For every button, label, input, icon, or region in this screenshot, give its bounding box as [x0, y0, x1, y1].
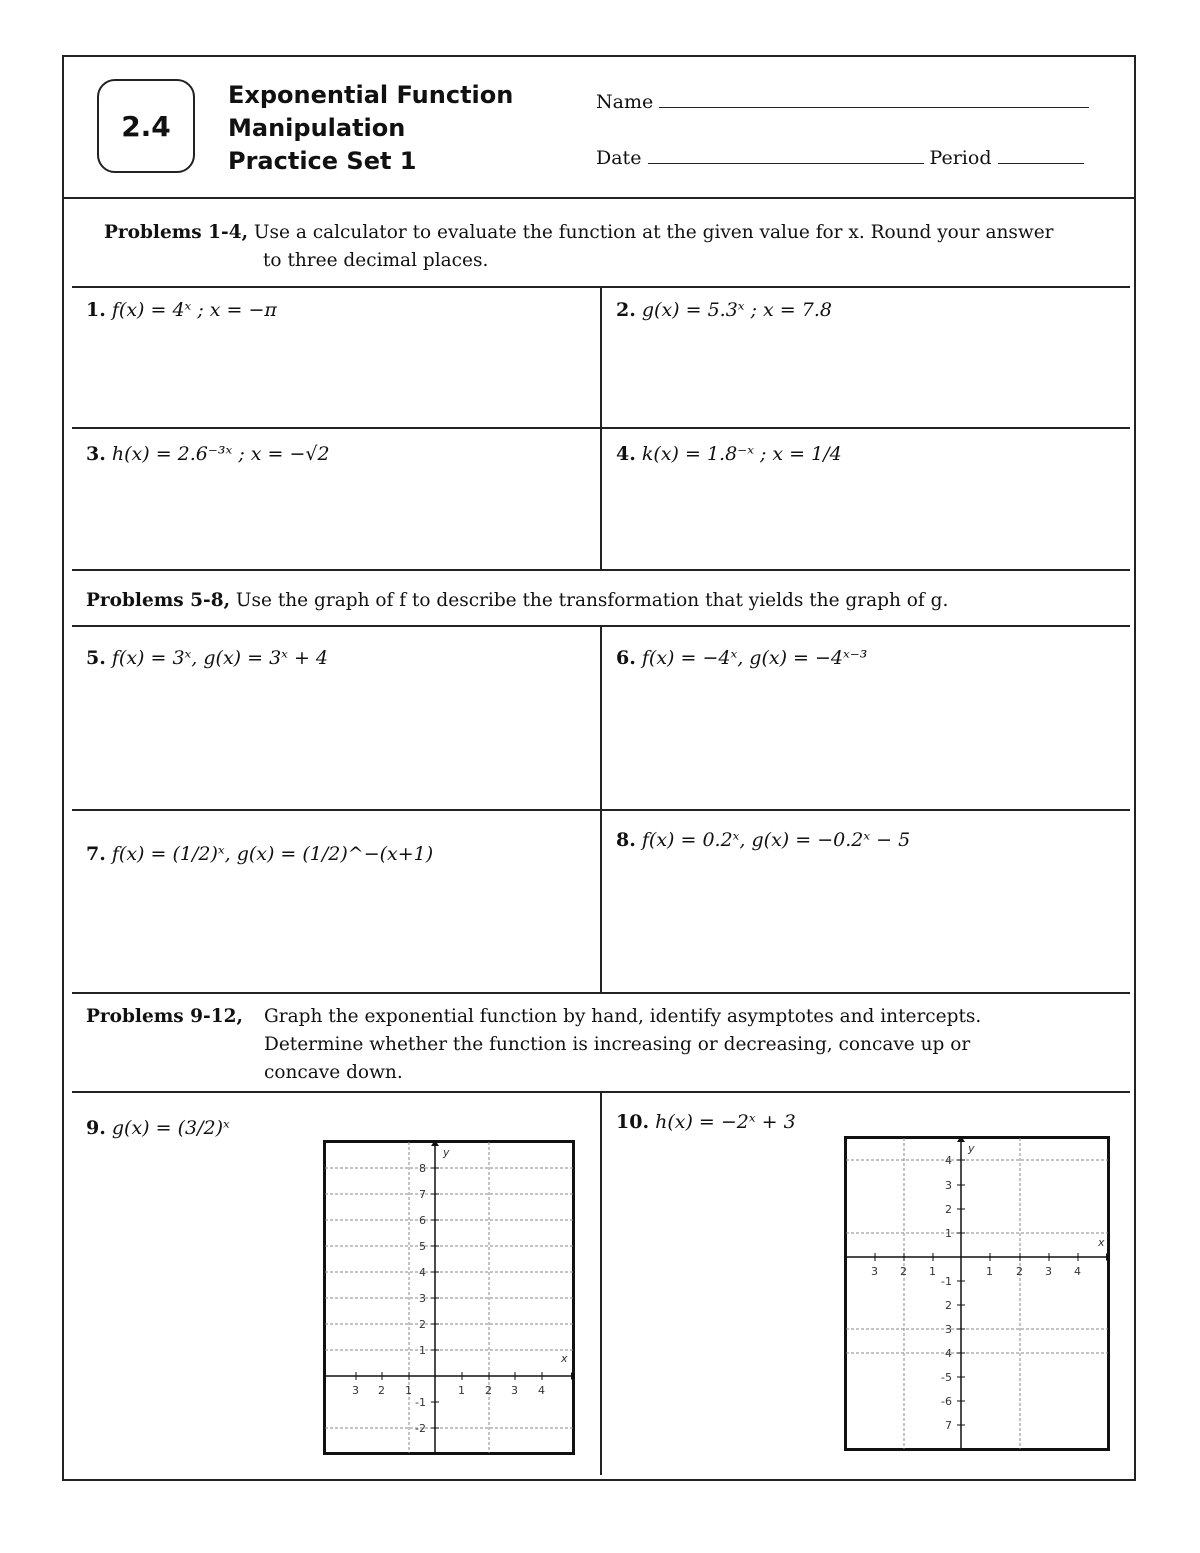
problem-7-number: 7.: [86, 843, 106, 865]
problem-8-expr: f(x) = 0.2ˣ, g(x) = −0.2ˣ − 5: [641, 829, 911, 851]
name-line[interactable]: [659, 93, 1089, 108]
problem-2-number: 2.: [616, 299, 636, 321]
problem-8: [616, 829, 910, 851]
problem-2-expr: g(x) = 5.3ˣ ; x = 7.8: [641, 299, 832, 321]
problem-4-expr: k(x) = 1.8⁻ˣ ; x = 1/4: [641, 443, 842, 465]
section-c-line-1: Graph the exponential function by hand, identify asymptotes and intercepts.: [264, 1006, 982, 1027]
graph-9-xtick: 1: [458, 1384, 465, 1397]
section-a-lead: Problems 1-4,: [104, 222, 249, 243]
graph-10-xtick: 3: [1045, 1265, 1052, 1278]
graph-9-x-label: x: [561, 1352, 568, 1365]
problem-7-expr: f(x) = (1/2)ˣ, g(x) = (1/2)^−(x+1): [111, 843, 434, 865]
graph-10-xtick: 2: [1016, 1265, 1023, 1278]
problem-1: [86, 299, 277, 321]
graph-9-xtick: 4: [538, 1384, 545, 1397]
problem-3-number: 3.: [86, 443, 106, 465]
graph-9-ytick: 5: [419, 1240, 426, 1253]
graph-9-ytick: 8: [419, 1162, 426, 1175]
graph-9-y-label: y: [443, 1146, 450, 1159]
problem-6-expr: f(x) = −4ˣ, g(x) = −4ˣ⁻³: [641, 647, 868, 669]
graph-10-ytick: 4: [945, 1347, 952, 1360]
problem-6-number: 6.: [616, 647, 636, 669]
problem-5: [86, 647, 328, 669]
graph-10-ytick: -1: [941, 1275, 952, 1288]
graph-10-ytick: 7: [945, 1419, 952, 1432]
graph-10-ytick: -6: [941, 1395, 952, 1408]
divider-b-mid: [72, 809, 1130, 811]
title-line-2: Manipulation: [228, 114, 406, 142]
section-a-instructions: [104, 219, 1054, 247]
graph-10-ytick: -5: [941, 1371, 952, 1384]
graph-9-xtick: 2: [378, 1384, 385, 1397]
problem-2: [616, 299, 832, 321]
graph-9-ytick: 3: [419, 1292, 426, 1305]
title-line-3: Practice Set 1: [228, 147, 417, 175]
divider-c: [72, 992, 1130, 994]
graph-10-ytick: 3: [945, 1323, 952, 1336]
problem-4: [616, 443, 842, 465]
graph-10-ytick: 4: [945, 1154, 952, 1167]
problem-3: [86, 443, 330, 465]
graph-9-xtick: 1: [405, 1384, 412, 1397]
graph-9-xtick: 3: [511, 1384, 518, 1397]
section-a-text: Use a calculator to evaluate the function at the given value for x. Round your answer: [253, 222, 1054, 243]
graph-9-xtick: 3: [352, 1384, 359, 1397]
problem-6: [616, 647, 867, 669]
graph-9-ytick: 2: [419, 1318, 426, 1331]
problem-9: [86, 1117, 230, 1139]
name-label: Name: [596, 91, 654, 113]
date-label: Date: [596, 147, 642, 169]
divider-b: [72, 569, 1130, 571]
problem-8-number: 8.: [616, 829, 636, 851]
problem-10-number: 10.: [616, 1111, 650, 1133]
problem-4-number: 4.: [616, 443, 636, 465]
section-c-line-3: concave down.: [264, 1062, 403, 1083]
problem-1-expr: f(x) = 4ˣ ; x = −π: [111, 299, 277, 321]
graph-9-grid[interactable]: [323, 1140, 575, 1455]
graph-9[interactable]: [323, 1140, 575, 1459]
graph-10-ytick: 2: [945, 1203, 952, 1216]
section-number: 2.4: [121, 109, 171, 143]
graph-10-frame: [846, 1138, 1109, 1450]
graph-9-ytick: 6: [419, 1214, 426, 1227]
problem-7: [86, 843, 433, 865]
header-divider: [64, 197, 1134, 199]
graph-9-xtick: 2: [485, 1384, 492, 1397]
period-line[interactable]: [998, 149, 1084, 164]
graph-9-ytick: -2: [415, 1422, 426, 1435]
name-field[interactable]: [596, 91, 1089, 113]
problem-10-expr: h(x) = −2ˣ + 3: [655, 1111, 796, 1133]
title-line-1: Exponential Function: [228, 81, 514, 109]
section-b-instructions: [86, 587, 948, 615]
graph-10-ytick: 2: [945, 1299, 952, 1312]
graph-9-ytick: 4: [419, 1266, 426, 1279]
period-label: Period: [929, 147, 992, 169]
section-c-line-2: Determine whether the function is increasing or decreasing, concave up or: [264, 1034, 971, 1055]
section-b-text: Use the graph of f to describe the transformation that yields the graph of g.: [235, 590, 949, 611]
worksheet-page: [62, 55, 1136, 1481]
graph-10-grid[interactable]: [844, 1136, 1110, 1451]
section-b-lead: Problems 5-8,: [86, 590, 231, 611]
graph-10-ytick: 1: [945, 1227, 952, 1240]
problem-3-expr: h(x) = 2.6⁻³ˣ ; x = −√2: [111, 443, 330, 465]
graph-10-xtick: 1: [986, 1265, 993, 1278]
date-field[interactable]: [596, 147, 1084, 169]
problem-5-number: 5.: [86, 647, 106, 669]
graph-10-y-label: y: [968, 1142, 975, 1155]
problem-10: [616, 1111, 796, 1133]
graph-10-xtick: 3: [871, 1265, 878, 1278]
section-c-instructions: [86, 1003, 243, 1031]
problem-5-expr: f(x) = 3ˣ, g(x) = 3ˣ + 4: [111, 647, 328, 669]
graph-10-xtick: 2: [900, 1265, 907, 1278]
graph-10-ytick: 3: [945, 1179, 952, 1192]
problem-1-number: 1.: [86, 299, 106, 321]
col-divider-c: [600, 1091, 602, 1475]
section-a-text-2: to three decimal places.: [263, 250, 489, 271]
date-line[interactable]: [648, 149, 924, 164]
graph-10-xtick: 1: [929, 1265, 936, 1278]
problem-9-number: 9.: [86, 1117, 106, 1139]
graph-9-ytick: 7: [419, 1188, 426, 1201]
graph-10-x-label: x: [1098, 1236, 1105, 1249]
graph-9-ytick: -1: [415, 1396, 426, 1409]
problem-9-expr: g(x) = (3/2)ˣ: [111, 1117, 230, 1139]
graph-9-ytick: 1: [419, 1344, 426, 1357]
section-c-lead: Problems 9-12,: [86, 1006, 243, 1027]
graph-10-xtick: 4: [1074, 1265, 1081, 1278]
graph-10[interactable]: [844, 1136, 1110, 1455]
worksheet-title: [228, 79, 513, 178]
divider-a-mid: [72, 427, 1130, 429]
section-badge: [97, 79, 195, 173]
